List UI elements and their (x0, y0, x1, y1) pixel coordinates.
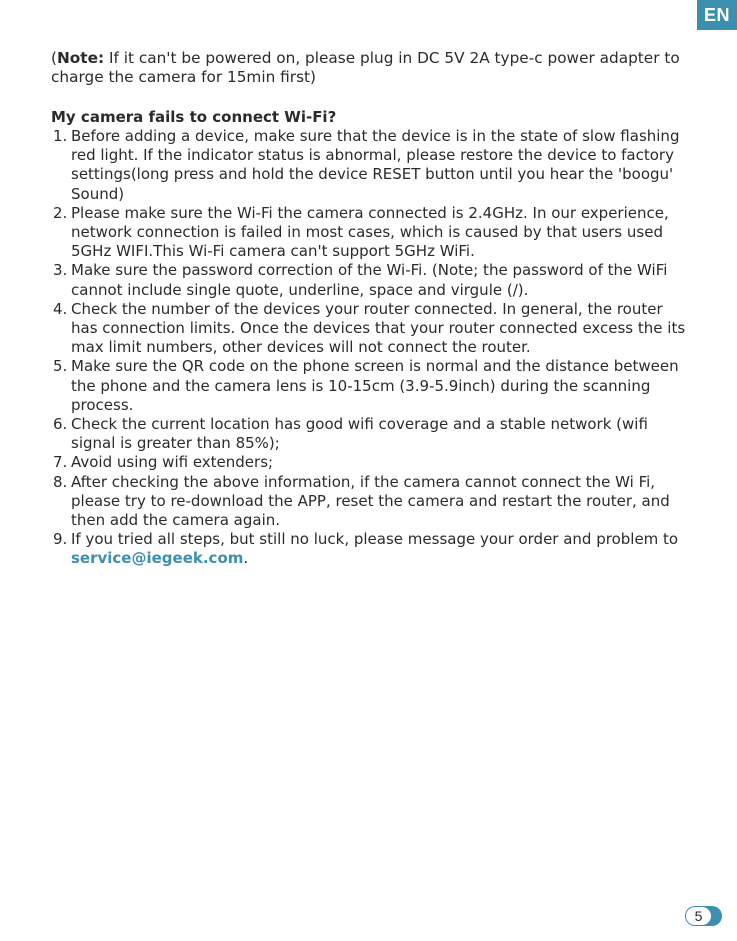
power-note (51, 49, 701, 87)
section-heading: My camera fails to connect Wi-Fi? (51, 108, 337, 126)
page-number-badge (685, 906, 722, 926)
language-tab: EN (697, 0, 737, 30)
note-text: If it can't be powered on, please plug in DC 5V 2A type-c power adapter to charge the camera for 15min first) (51, 49, 680, 87)
step-text: Before adding a device, make sure that the device is in the state of slow flashing red light. If the indicator status is abnormal, please restore the device to factory settings(long press and hold the device RESET button until you hear the 'boogu' Sound) (71, 127, 680, 203)
step-text: Make sure the password correction of the Wi-Fi. (Note; the password of the WiFi cannot include single quote, underline, space and virgule (/). (71, 261, 668, 299)
step-item (53, 127, 693, 204)
step-item (53, 473, 693, 531)
step-number: 4. (53, 299, 68, 318)
step-number: 7. (53, 453, 68, 472)
step-item (53, 204, 693, 262)
step-number: 3. (53, 261, 68, 280)
step-item (53, 357, 693, 415)
troubleshooting-steps (53, 127, 693, 569)
step-number: 8. (53, 472, 68, 491)
note-label: Note: (56, 49, 105, 67)
step-suffix: . (243, 549, 249, 568)
step-number: 9. (53, 530, 68, 549)
step-text: Check the number of the devices your router connected. In general, the router has connection limits. Once the devices that your router connected excess the its max limit numbers, other devices will not connect the router. (71, 299, 686, 357)
step-number: 1. (53, 127, 68, 145)
page-number: 5 (686, 907, 711, 925)
step-item (53, 530, 693, 568)
step-item (53, 415, 693, 453)
step-text: Please make sure the Wi-Fi the camera connected is 2.4GHz. In our experience, network connection is failed in most cases, which is caused by that users used 5GHz WIFI.This Wi-Fi camera can't support 5GHz WiFi. (71, 203, 669, 261)
step-item (53, 300, 693, 358)
step-number: 2. (53, 203, 68, 222)
step-text: If you tried all steps, but still no luck, please message your order and problem to (71, 530, 679, 549)
support-email-link[interactable]: service@iegeek.com (71, 549, 244, 568)
step-text: Make sure the QR code on the phone screen is normal and the distance between the phone and the camera lens is 10-15cm (3.9-5.9inch) during the scanning process. (71, 357, 679, 414)
step-text: After checking the above information, if the camera cannot connect the Wi Fi, please try to re-download the APP, reset the camera and restart the router, and then add the camera again. (71, 472, 670, 530)
note-open-paren: ( (51, 49, 57, 67)
step-number: 5. (53, 357, 68, 376)
step-item (53, 261, 693, 299)
step-text: Avoid using wifi extenders; (71, 453, 274, 472)
step-number: 6. (53, 415, 68, 434)
step-text: Check the current location has good wifi coverage and a stable network (wifi signal is greater than 85%); (71, 415, 648, 453)
step-item (53, 453, 693, 472)
